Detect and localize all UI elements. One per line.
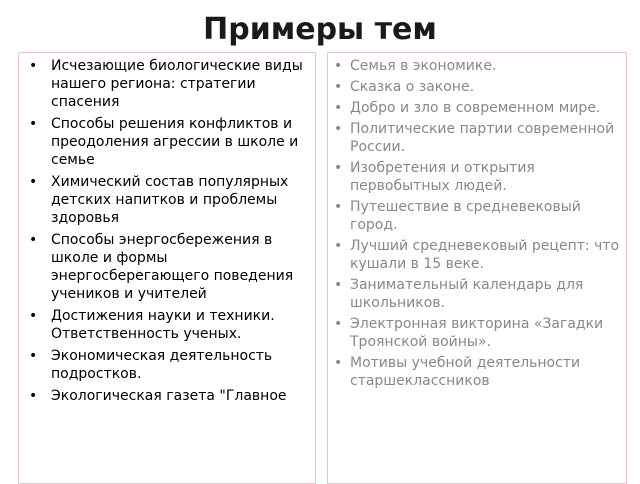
topic-text: Экологическая газета "Главное (51, 388, 287, 404)
list-item (334, 120, 622, 156)
bullet-icon: • (29, 308, 38, 324)
topic-text: Добро и зло в современном мире. (350, 100, 601, 116)
left-topics-panel (18, 52, 316, 484)
bullet-icon: • (29, 116, 38, 132)
list-item (334, 159, 622, 195)
bullet-icon: • (334, 121, 343, 137)
list-item (334, 198, 622, 234)
bullet-icon: • (29, 232, 38, 248)
topic-text: Химический состав популярных детских напитков и проблемы здоровья (51, 174, 289, 226)
list-item (334, 354, 622, 390)
bullet-icon: • (334, 316, 343, 332)
topic-text: Исчезающие биологические виды нашего региона: стратегии спасения (51, 58, 303, 110)
topic-text: Лучший средневековый рецепт: что кушали в 15 веке. (350, 238, 620, 272)
page-title: Примеры тем (203, 12, 437, 47)
topic-text: Сказка о законе. (350, 79, 475, 95)
topic-text: Изобретения и открытия первобытных людей. (350, 160, 535, 194)
bullet-icon: • (29, 348, 38, 364)
bullet-icon: • (334, 355, 343, 371)
list-item (334, 237, 622, 273)
topic-text: Занимательный календарь для школьников. (350, 277, 584, 311)
right-topics-panel (327, 52, 627, 484)
bullet-icon: • (334, 199, 343, 215)
bullet-icon: • (334, 58, 343, 74)
list-item (29, 307, 311, 343)
list-item (334, 57, 622, 75)
topic-text: Семья в экономике. (350, 58, 497, 74)
list-item (334, 276, 622, 312)
topic-text: Путешествие в средневековый город. (350, 199, 581, 233)
topic-text: Способы энергосбережения в школе и формы энергосберегающего поведения учеников и учителей (51, 232, 294, 302)
list-item (29, 173, 311, 227)
bullet-icon: • (334, 79, 343, 95)
topic-text: Мотивы учебной деятельности старшеклассников (350, 355, 581, 389)
topic-text: Экономическая деятельность подростков. (51, 348, 273, 382)
list-item (334, 99, 622, 117)
right-topic-list (328, 53, 626, 390)
left-topic-list (19, 53, 315, 405)
bullet-icon: • (29, 388, 38, 404)
topic-text: Политические партии современной России. (350, 121, 615, 155)
list-item (334, 78, 622, 96)
bullet-icon: • (29, 58, 38, 74)
bullet-icon: • (334, 238, 343, 254)
list-item (29, 57, 311, 111)
topic-text: Достижения науки и техники. Ответственность ученых. (51, 308, 275, 342)
bullet-icon: • (334, 160, 343, 176)
list-item (334, 315, 622, 351)
topic-text: Электронная викторина «Загадки Троянской войны». (350, 316, 604, 350)
bullet-icon: • (334, 100, 343, 116)
bullet-icon: • (29, 174, 38, 190)
list-item (29, 387, 311, 405)
topic-text: Способы решения конфликтов и преодоления агрессии в школе и семье (51, 116, 299, 168)
list-item (29, 347, 311, 383)
bullet-icon: • (334, 277, 343, 293)
list-item (29, 231, 311, 303)
list-item (29, 115, 311, 169)
